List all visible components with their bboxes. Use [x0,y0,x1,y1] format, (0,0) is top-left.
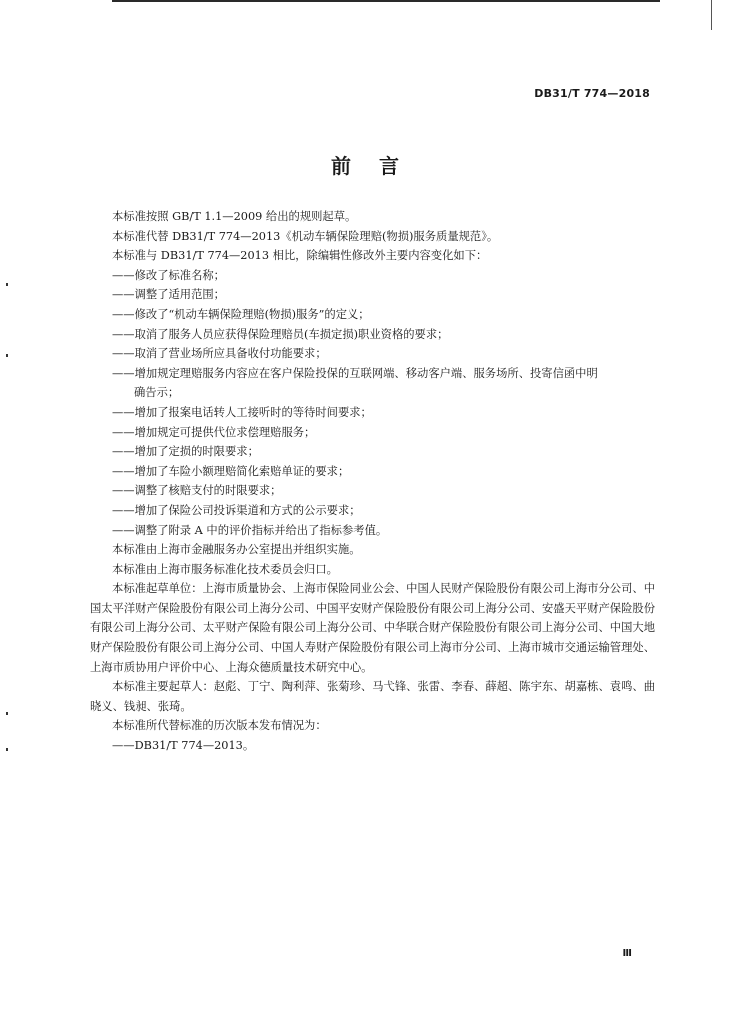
change-item: ——增加了报案电话转人工接听时的等待时间要求； [112,405,372,419]
history-intro: 本标准所代替标准的历次版本发布情况为： [112,719,327,733]
change-item: ——修改了“机动车辆保险理赔(物损)服务”的定义； [112,307,370,321]
change-item: ——增加规定可提供代位求偿理赔服务； [112,425,316,439]
history-item: ——DB31/T 774—2013。 [112,739,255,753]
paragraph: 本标准代替 DB31/T 774—2013《机动车辆保险理赔(物损)服务质量规范》。 [112,229,499,243]
paragraph: 本标准由上海市金融服务办公室提出并组织实施。 [112,543,361,557]
scan-speck [6,712,8,715]
change-item: ——取消了营业场所应具备收付功能要求； [112,347,327,361]
change-item: ——修改了标准名称； [112,268,225,282]
drafters: 本标准主要起草人：赵彪、丁宁、陶利萍、张菊珍、马弋锋、张雷、李春、薛超、陈宇东、胡嘉栋、袁鸣、曲晓义、钱昶、张琦。 [90,680,655,713]
page-title: 前言 [331,154,427,178]
paragraph: 本标准按照 GB/T 1.1—2009 给出的规则起草。 [112,210,357,223]
scan-top-border [112,0,660,2]
change-item: ——增加规定理赔服务内容应在客户保险投保的互联网端、移动客户端、服务场所、投寄信函中明 [112,366,598,380]
change-item: ——调整了核赔支付的时限要求； [112,484,282,498]
change-item: ——增加了车险小额理赔简化索赔单证的要求； [112,464,350,478]
paragraph: 本标准由上海市服务标准化技术委员会归口。 [112,562,338,576]
drafting-units: 本标准起草单位：上海市质量协会、上海市保险同业公会、中国人民财产保险股份有限公司上海市分公司、中国太平洋财产保险股份有限公司上海分公司、中国平安财产保险股份有限公司上海分公司、安盛天平财产保险股份有限公司上海分公司、太平财产保险有限公司上海分公司、中华联合财产保险股份有限公司上海分公司、中国大地财产保险股份有限公司上海分公司、中国人寿财产保险股份有限公司上海市分公司、上海市城市交通运输管理处、上海市质协用户评价中心、上海众德质量技术研究中心。 [90,582,655,674]
continuation-text: 确告示； [134,386,180,400]
change-item: ——增加了保险公司投诉渠道和方式的公示要求； [112,503,361,517]
change-item-continuation [90,383,655,403]
scan-speck [6,283,8,286]
scan-corner-mark [711,0,730,30]
foreword-body [90,207,655,756]
change-item: ——增加了定损的时限要求； [112,445,259,459]
change-item: ——调整了附录 A 中的评价指标并给出了指标参考值。 [112,523,388,537]
scan-speck [6,354,8,357]
change-item: ——调整了适用范围； [112,288,225,302]
paragraph: 本标准与 DB31/T 774—2013 相比，除编辑性修改外主要内容变化如下： [112,249,488,263]
page-number: Ⅲ [622,948,632,959]
standard-code: DB31/T 774—2018 [534,87,650,100]
scan-speck [6,748,8,751]
change-item: ——取消了服务人员应获得保险理赔员(车损定损)职业资格的要求； [112,327,449,341]
